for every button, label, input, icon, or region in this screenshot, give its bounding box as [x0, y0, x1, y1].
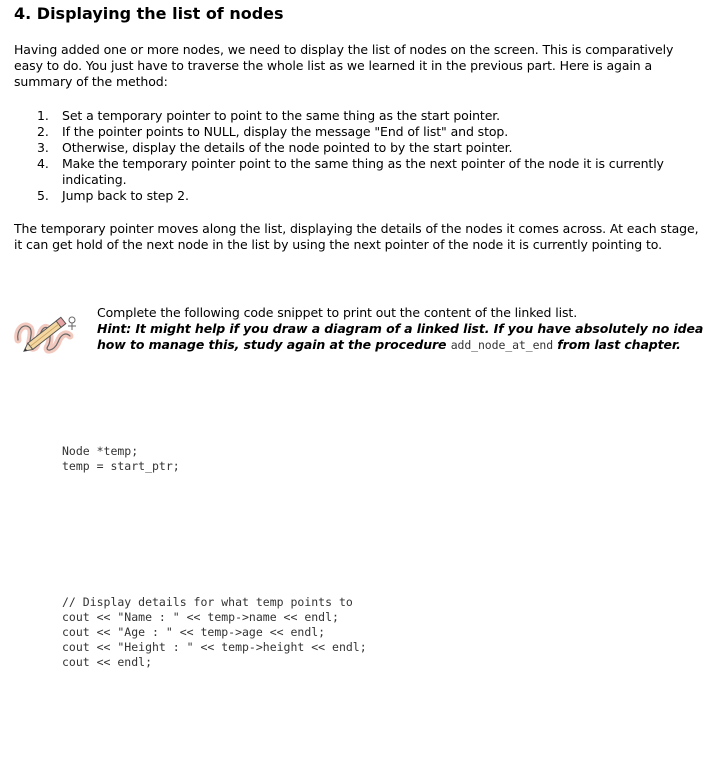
step-text: Make the temporary pointer point to the same thing as the next pointer of the node it is currently indicating.	[62, 156, 664, 187]
hint-text-end: from last chapter.	[553, 337, 681, 352]
hint-procedure-name: add_node_at_end	[450, 338, 554, 352]
step-number: 1.	[37, 108, 49, 123]
summary-paragraph: The temporary pointer moves along the list, displaying the details of the nodes it comes across. At each stage, it can get hold of the next node in the list by using the next pointer of the node it is currently pointing to.	[14, 221, 699, 252]
step-number: 2.	[37, 124, 49, 139]
list-item	[14, 108, 694, 124]
list-item	[14, 140, 694, 156]
step-text: If the pointer points to NULL, display the message "End of list" and stop.	[62, 124, 509, 139]
code-block-display: // Display details for what temp points to cout << "Name : " << temp->name << endl; cout << "Age : " << temp->age << endl; cout << "Height : " << temp->height << endl; cout << endl;	[62, 595, 367, 669]
exercise-instruction: Complete the following code snippet to print out the content of the linked list.	[97, 305, 578, 320]
list-item	[14, 188, 694, 204]
code-block-declaration: Node *temp; temp = start_ptr;	[62, 444, 180, 473]
exercise-box	[97, 305, 707, 353]
list-item	[14, 156, 694, 188]
method-steps-list	[14, 108, 694, 204]
hint-text: Hint: It might help if you draw a diagram of a linked list. If you have absolutely no idea how to manage this, study again at the procedure	[97, 321, 704, 352]
step-text: Otherwise, display the details of the node pointed to by the start pointer.	[62, 140, 513, 155]
step-text: Set a temporary pointer to point to the same thing as the start pointer.	[62, 108, 501, 123]
step-number: 3.	[37, 140, 49, 155]
pencil-exercise-icon	[12, 306, 80, 360]
step-number: 4.	[37, 156, 49, 171]
exercise-hint	[97, 321, 707, 353]
list-item	[14, 124, 694, 140]
section-heading: 4. Displaying the list of nodes	[14, 4, 284, 23]
intro-paragraph: Having added one or more nodes, we need to display the list of nodes on the screen. This is comparatively easy to do. You just have to traverse the whole list as we learned it in the previous part. Here is again a summary of the method:	[14, 42, 674, 89]
step-text: Jump back to step 2.	[62, 188, 189, 203]
step-number: 5.	[37, 188, 49, 203]
